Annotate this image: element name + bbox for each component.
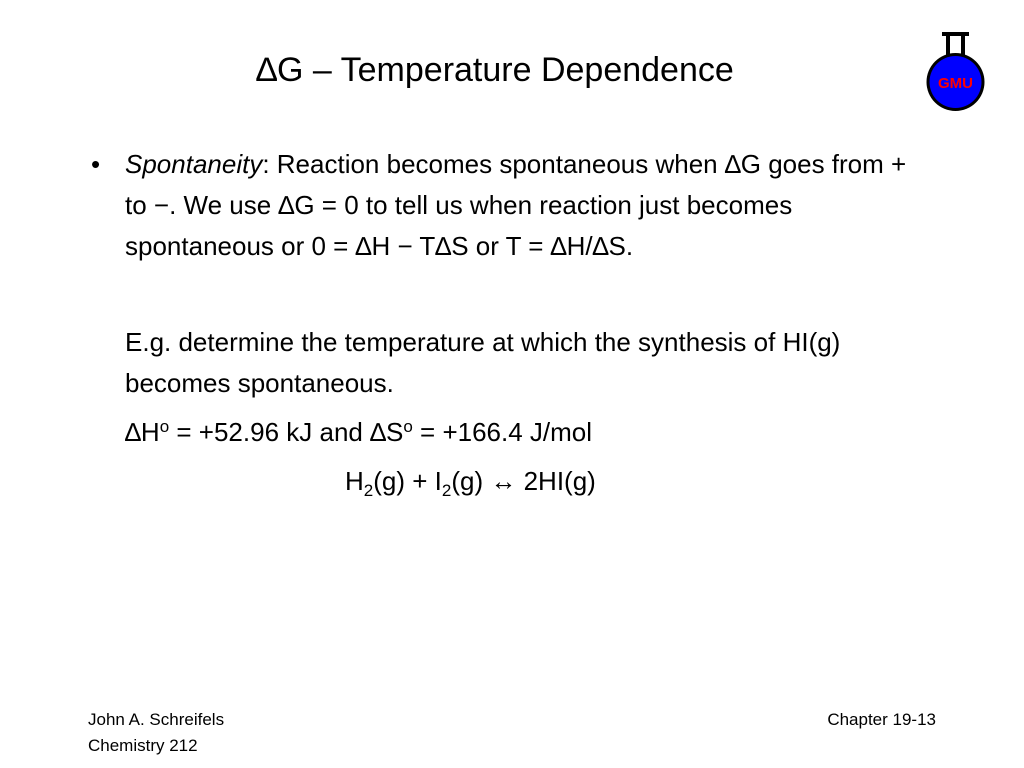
reaction-h: H — [345, 466, 364, 496]
delta-s-value: = +166.4 J/mol — [412, 417, 593, 447]
spontaneity-term: Spontaneity — [125, 149, 263, 179]
logo-text: GMU — [938, 75, 973, 92]
footer-author: John A. Schreifels — [88, 710, 225, 729]
footer-chapter: Chapter 19-13 — [827, 710, 936, 729]
degree-mark-h: o — [159, 417, 170, 436]
spontaneity-paragraph — [125, 144, 925, 267]
delta-h-value: = +52.96 kJ and ∆S — [169, 417, 404, 447]
reaction-rest: (g) ↔ 2HI(g) — [451, 466, 596, 496]
bullet-point: • — [91, 149, 101, 179]
reaction-h-sub: 2 — [363, 481, 374, 500]
example-text: E.g. determine the temperature at which the synthesis of HI(g) becomes spontaneous. — [125, 327, 841, 398]
slide-title: ∆G – Temperature Dependence — [256, 51, 734, 89]
gmu-flask-logo — [920, 30, 1000, 114]
degree-mark-s: o — [403, 417, 413, 436]
thermo-values — [125, 412, 925, 453]
reaction-i-sub: 2 — [441, 481, 452, 500]
footer-course: Chemistry 212 — [88, 736, 198, 755]
reaction-equation — [125, 461, 925, 502]
delta-h-label: ∆H — [125, 417, 160, 447]
footer-left — [88, 707, 224, 759]
spontaneity-text: : Reaction becomes spontaneous when ∆G goes from + to −. We use ∆G = 0 to tell us when reaction just becomes spontaneous or 0 = ∆H − T∆S or T = ∆H/∆S. — [125, 149, 907, 261]
slide-body — [91, 144, 925, 502]
reaction-mid: (g) + I — [373, 466, 442, 496]
